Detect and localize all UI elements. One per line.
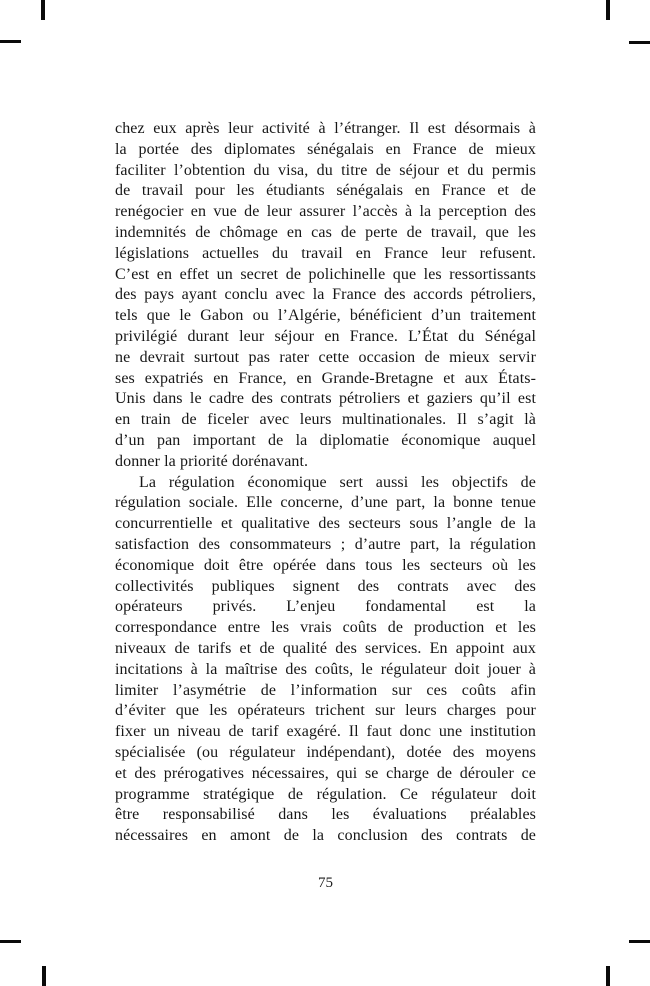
text-line: opérateurs privés. L’enjeu fondamental est la bbox=[115, 598, 536, 616]
text-line: des pays ayant conclu avec la France des accords pétroliers, bbox=[115, 286, 536, 304]
text-line: spécialisée (ou régulateur indépendant), dotée des moyens bbox=[115, 743, 536, 761]
text-line: être responsabilisé dans les évaluations préalables bbox=[115, 806, 536, 824]
paragraph bbox=[115, 473, 536, 847]
text-line: incitations à la maîtrise des coûts, le régulateur doit jouer à bbox=[115, 660, 536, 678]
crop-mark-bottom-right-horizontal bbox=[629, 940, 650, 943]
text-line: niveaux de tarifs et de qualité des services. En appoint aux bbox=[115, 639, 536, 657]
crop-mark-bottom-right-vertical bbox=[606, 966, 610, 986]
text-line: ne devrait surtout pas rater cette occasion de mieux servir bbox=[115, 348, 536, 366]
text-line: régulation sociale. Elle concerne, d’une part, la bonne tenue bbox=[115, 494, 536, 512]
page-number: 75 bbox=[318, 875, 333, 891]
text-line: indemnités de chômage en cas de perte de travail, que les bbox=[115, 223, 536, 241]
text-line: renégocier en vue de leur assurer l’accès à la perception des bbox=[115, 203, 536, 221]
text-line: et des prérogatives nécessaires, qui se charge de dérouler ce bbox=[115, 764, 536, 782]
text-line: d’un pan important de la diplomatie économique auquel bbox=[115, 431, 536, 449]
crop-mark-top-left-vertical bbox=[41, 0, 45, 20]
crop-mark-bottom-left-horizontal bbox=[0, 940, 21, 943]
text-line: chez eux après leur activité à l’étranger. Il est désormais à bbox=[115, 120, 536, 137]
text-line: la portée des diplomates sénégalais en France de mieux bbox=[115, 140, 536, 158]
text-line: tels que le Gabon ou l’Algérie, bénéficient d’un traitement bbox=[115, 307, 536, 325]
text-line: programme stratégique de régulation. Ce régulateur doit bbox=[115, 785, 536, 803]
text-line: collectivités publiques signent des contrats avec des bbox=[115, 577, 536, 595]
text-line: Unis dans le cadre des contrats pétroliers et gaziers qu’il est bbox=[115, 390, 536, 408]
text-line: limiter l’asymétrie de l’information sur ces coûts afin bbox=[115, 681, 536, 699]
text-line: La régulation économique sert aussi les objectifs de bbox=[139, 473, 536, 491]
text-line: fixer un niveau de tarif exagéré. Il faut donc une institution bbox=[115, 723, 536, 741]
crop-mark-top-right-vertical bbox=[606, 0, 610, 20]
text-line: concurrentielle et qualitative des secteurs sous l’angle de la bbox=[115, 515, 536, 533]
text-line: législations actuelles du travail en France leur refusent. bbox=[115, 244, 536, 262]
paragraph bbox=[115, 119, 536, 473]
text-line: C’est en effet un secret de polichinelle que les ressortissants bbox=[115, 265, 536, 283]
text-line: correspondance entre les vrais coûts de production et les bbox=[115, 619, 536, 637]
text-line: d’éviter que les opérateurs trichent sur leurs charges pour bbox=[115, 702, 536, 720]
text-line: nécessaires en amont de la conclusion des contrats de bbox=[115, 827, 536, 845]
text-line: faciliter l’obtention du visa, du titre de séjour et du permis bbox=[115, 161, 536, 179]
crop-mark-bottom-left-vertical bbox=[42, 966, 46, 986]
text-line: de travail pour les étudiants sénégalais en France et de bbox=[115, 182, 536, 200]
text-line: en train de ficeler avec leurs multinationales. Il s’agit là bbox=[115, 411, 536, 429]
text-line: privilégié durant leur séjour en France. L’État du Sénégal bbox=[115, 327, 536, 345]
body-text bbox=[115, 119, 536, 847]
text-line: ses expatriés en France, en Grande-Bretagne et aux États- bbox=[115, 369, 536, 387]
crop-mark-top-right-horizontal bbox=[629, 41, 650, 44]
text-line: satisfaction des consommateurs ; d’autre part, la régulation bbox=[115, 535, 536, 553]
text-line: économique doit être opérée dans tous les secteurs où les bbox=[115, 556, 536, 574]
crop-mark-top-left-horizontal bbox=[0, 40, 21, 43]
text-line: donner la priorité dorénavant. bbox=[115, 452, 309, 470]
